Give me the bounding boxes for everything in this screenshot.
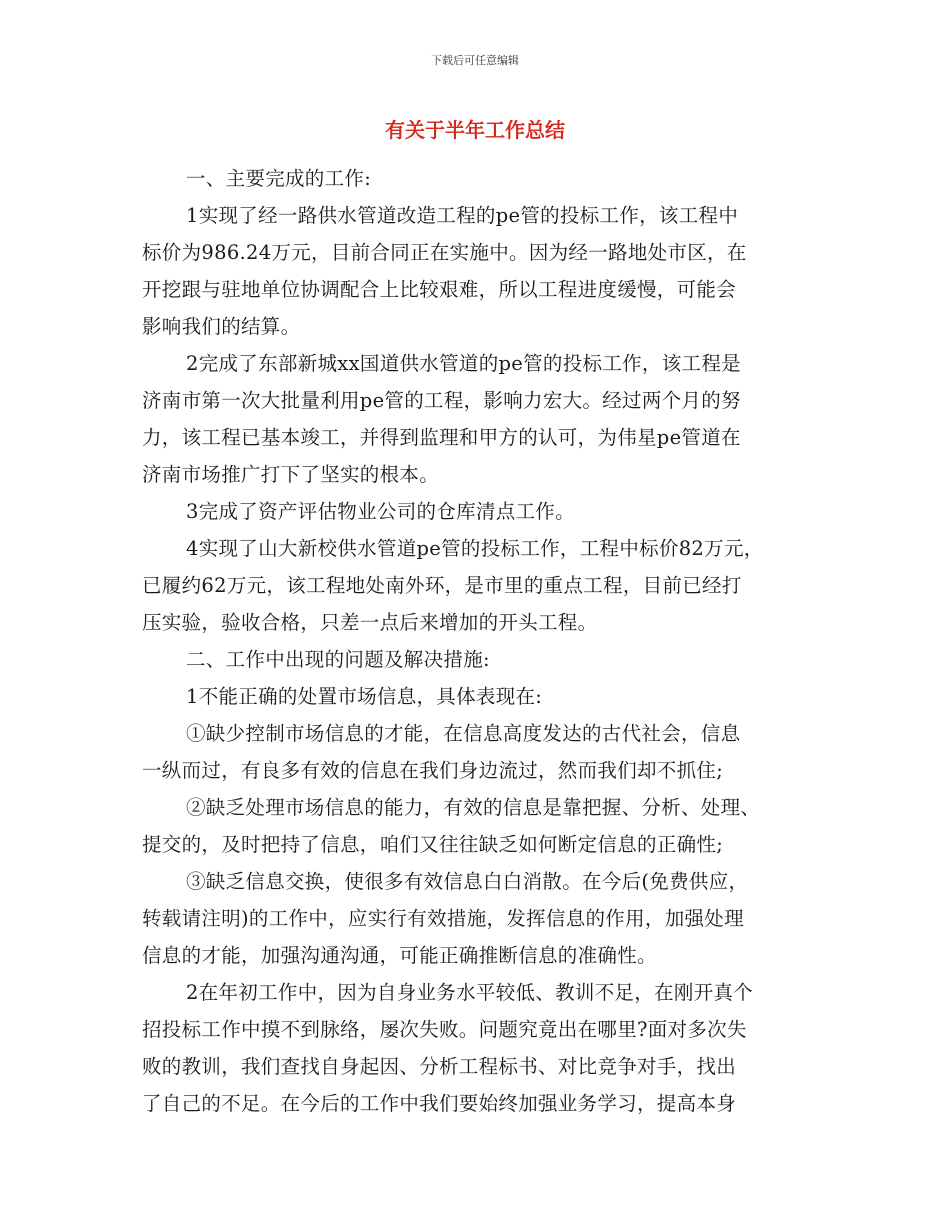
- text-line: ③缺乏信息交换，使很多有效信息白白消散。在今后(免费供应，: [186, 870, 749, 893]
- text-line: 信息的才能，加强沟通沟通，可能正确推断信息的准确性。: [142, 944, 657, 967]
- text-line: 济南市第一次大批量利用pe管的工程，影响力宏大。经过两个月的努: [142, 389, 741, 412]
- text-line: 3完成了资产评估物业公司的仓库清点工作。: [186, 500, 575, 523]
- text-line: 2完成了东部新城xx国道供水管道的pe管的投标工作，该工程是: [186, 352, 741, 375]
- text-line: 压实验，验收合格，只差一点后来增加的开头工程。: [142, 611, 598, 634]
- text-line: 影响我们的结算。: [142, 315, 301, 338]
- text-line: 1不能正确的处置市场信息，具体表现在:: [186, 685, 543, 708]
- text-line: 转载请注明)的工作中，应实行有效措施，发挥信息的作用，加强处理: [142, 907, 744, 930]
- text-line: 一、主要完成的工作:: [186, 167, 372, 190]
- text-line: 1实现了经一路供水管道改造工程的pe管的投标工作，该工程中: [186, 204, 739, 227]
- document-body: [142, 160, 814, 1122]
- text-line: 2在年初工作中，因为自身业务水平较低、教训不足，在刚开真个: [186, 981, 754, 1004]
- text-line: 提交的，及时把持了信息，咱们又往往缺乏如何断定信息的正确性;: [142, 833, 724, 856]
- text-line: 一纵而过，有良多有效的信息在我们身边流过，然而我们却不抓住;: [142, 759, 724, 782]
- text-line: 二、工作中出现的问题及解决措施:: [186, 648, 490, 671]
- text-line: 标价为986.24万元，目前合同正在实施中。因为经一路地处市区，在: [142, 241, 747, 264]
- text-line: 已履约62万元，该工程地处南外环，是市里的重点工程，目前已经打: [142, 574, 742, 597]
- text-line: 招投标工作中摸不到脉络，屡次失败。问题究竟出在哪里?面对多次失: [142, 1018, 747, 1041]
- text-line: ②缺乏处理市场信息的能力，有效的信息是靠把握、分析、处理、: [186, 796, 761, 819]
- text-line: ①缺少控制市场信息的才能，在信息高度发达的古代社会，信息: [186, 722, 741, 745]
- document-title: 有关于半年工作总结: [385, 118, 565, 142]
- text-line: 4实现了山大新校供水管道pe管的投标工作，工程中标价82万元，: [186, 537, 764, 560]
- header-note: 下载后可任意编辑: [431, 54, 519, 67]
- text-line: 了自己的不足。在今后的工作中我们要始终加强业务学习，提高本身: [142, 1092, 737, 1115]
- text-line: 开挖跟与驻地单位协调配合上比较艰难，所以工程进度缓慢，可能会: [142, 278, 737, 301]
- text-line: 济南市场推广打下了坚实的根本。: [142, 463, 440, 486]
- text-line: 力，该工程已基本竣工，并得到监理和甲方的认可，为伟星pe管道在: [142, 426, 741, 449]
- text-line: 败的教训，我们查找自身起因、分析工程标书、对比竞争对手，找出: [142, 1055, 737, 1078]
